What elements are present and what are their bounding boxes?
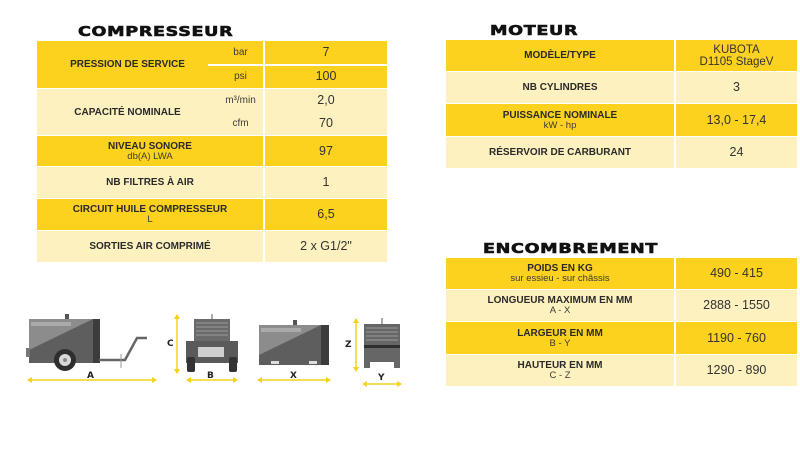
row-value: 100 bbox=[315, 69, 337, 83]
table-row-largeur bbox=[446, 322, 797, 354]
row-value: 13,0 - 17,4 bbox=[706, 112, 767, 127]
table-row-longueur bbox=[446, 290, 797, 321]
row-label: SORTIES AIR COMPRIMÉ bbox=[89, 241, 211, 252]
row-sublabel: C - Z bbox=[549, 370, 571, 381]
compresseur-title: COMPRESSEUR bbox=[78, 25, 234, 40]
table-row-sorties-air bbox=[37, 231, 387, 262]
row-sublabel: A - X bbox=[549, 305, 571, 316]
row-label: NB CYLINDRES bbox=[522, 82, 598, 93]
unit-label: m³/min bbox=[225, 95, 256, 106]
row-sublabel: L bbox=[147, 214, 153, 225]
row-value: 3 bbox=[733, 80, 740, 94]
row-value: 70 bbox=[319, 116, 333, 130]
row-value: 1290 - 890 bbox=[706, 363, 767, 377]
row-sublabel: B - Y bbox=[549, 337, 571, 349]
row-value-line2: D1105 StageV bbox=[699, 55, 774, 68]
table-row-capacite bbox=[37, 89, 387, 135]
table-row-filtres bbox=[37, 167, 387, 198]
table-row-hauteur bbox=[446, 355, 797, 386]
table-row-modele bbox=[446, 40, 797, 71]
dimension-c-arrow bbox=[173, 314, 181, 374]
row-label: PUISSANCE NOMINALE bbox=[502, 109, 618, 121]
row-label: LARGEUR EN MM bbox=[517, 327, 603, 339]
table-row-circuit-huile bbox=[37, 199, 387, 230]
row-label: LONGUEUR MAXIMUM EN MM bbox=[487, 295, 633, 306]
unit-label: psi bbox=[234, 71, 247, 82]
dimension-label-y: Y bbox=[378, 373, 385, 383]
compressor-chassis-side-illustration bbox=[257, 320, 331, 368]
row-sublabel: sur essieu - sur châssis bbox=[510, 273, 610, 284]
compressor-chassis-front-illustration bbox=[362, 318, 402, 370]
row-label: NB FILTRES À AIR bbox=[106, 177, 194, 188]
unit-label: bar bbox=[233, 47, 248, 58]
row-value: 97 bbox=[319, 143, 333, 158]
compresseur-table bbox=[37, 41, 387, 262]
row-label: NIVEAU SONORE bbox=[108, 140, 192, 152]
compressor-side-view-illustration bbox=[25, 310, 165, 385]
row-label: MODÈLE/TYPE bbox=[524, 50, 596, 61]
moteur-table bbox=[446, 40, 797, 168]
row-value: 1 bbox=[322, 175, 330, 189]
table-row-reservoir bbox=[446, 137, 797, 168]
row-value: 7 bbox=[322, 45, 330, 59]
row-value: 1190 - 760 bbox=[707, 330, 766, 345]
row-value: 6,5 bbox=[317, 207, 335, 221]
dimension-label-b: B bbox=[207, 371, 214, 381]
unit-label: cfm bbox=[232, 118, 249, 129]
table-row-niveau-sonore bbox=[37, 136, 387, 166]
row-label: HAUTEUR EN MM bbox=[517, 360, 603, 371]
dimension-z-arrow bbox=[352, 318, 360, 372]
row-value: 2,0 bbox=[317, 93, 335, 107]
row-value-line1: KUBOTA bbox=[713, 43, 760, 56]
dimension-label-c: C bbox=[167, 339, 174, 349]
row-label: RÉSERVOIR DE CARBURANT bbox=[488, 147, 632, 158]
encombrement-table bbox=[446, 258, 797, 386]
table-row-puissance bbox=[446, 104, 797, 136]
row-value: 2 x G1/2" bbox=[300, 239, 352, 253]
row-value: 490 - 415 bbox=[710, 266, 763, 280]
row-value: 2888 - 1550 bbox=[703, 298, 770, 312]
row-label: PRESSION DE SERVICE bbox=[70, 59, 185, 70]
table-row-poids bbox=[446, 258, 797, 289]
dimension-label-z: Z bbox=[345, 340, 352, 350]
encombrement-title: ENCOMBREMENT bbox=[483, 242, 659, 257]
row-label: POIDS EN KG bbox=[527, 263, 593, 274]
row-label: CIRCUIT HUILE COMPRESSEUR bbox=[72, 204, 228, 215]
row-sublabel: kW - hp bbox=[543, 119, 577, 131]
dimension-label-a: A bbox=[87, 371, 94, 381]
moteur-title: MOTEUR bbox=[490, 24, 579, 39]
row-sublabel: db(A) LWA bbox=[127, 150, 173, 162]
table-row-pression bbox=[37, 41, 387, 88]
row-label: CAPACITÉ NOMINALE bbox=[74, 106, 181, 118]
row-value: 24 bbox=[729, 145, 744, 159]
table-row-cylindres bbox=[446, 72, 797, 103]
compressor-front-view-illustration bbox=[184, 313, 240, 373]
dimension-label-x: X bbox=[290, 371, 297, 381]
